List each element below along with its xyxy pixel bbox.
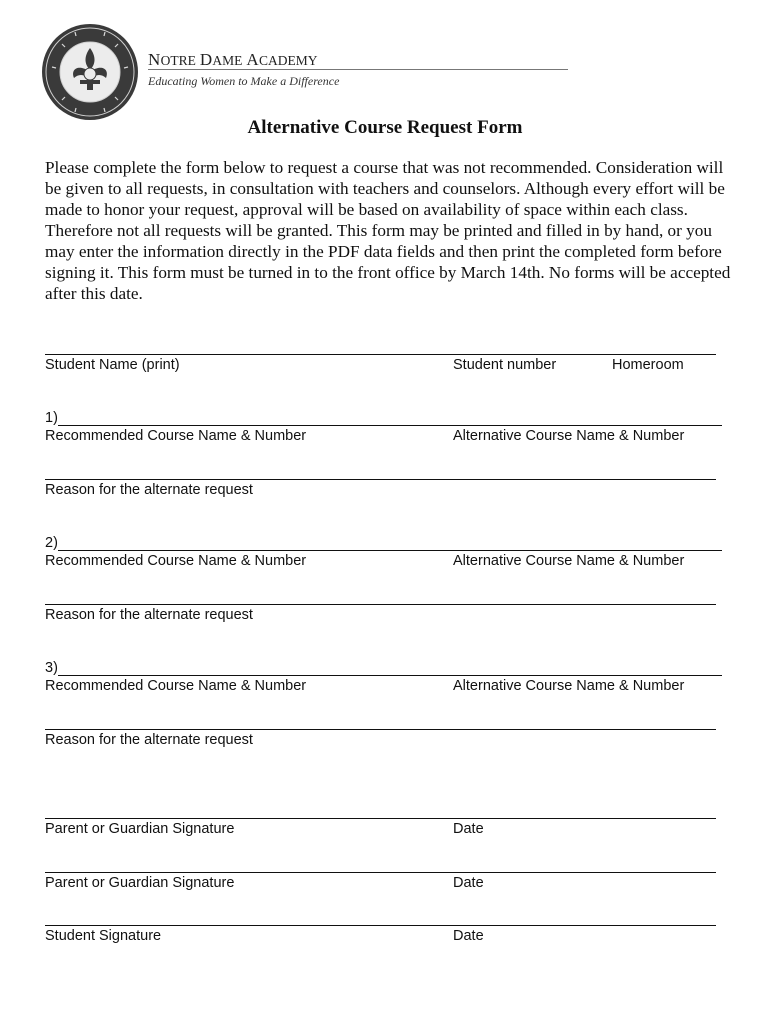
- recommended-course-label: Recommended Course Name & Number: [45, 428, 307, 444]
- alternative-course-label: Alternative Course Name & Number: [453, 678, 685, 694]
- date-label: Date: [453, 875, 484, 891]
- alternative-course-label: Alternative Course Name & Number: [453, 428, 685, 444]
- homeroom-label: Homeroom: [612, 357, 684, 373]
- request-3-course-line[interactable]: [58, 675, 722, 676]
- reason-label: Reason for the alternate request: [45, 607, 253, 623]
- school-name-n: N: [148, 50, 161, 69]
- date-label: Date: [453, 821, 484, 837]
- request-1-reason-line[interactable]: [45, 479, 716, 480]
- school-name-otre: OTRE: [160, 53, 196, 68]
- request-number: 3): [45, 660, 58, 676]
- signature-line-3[interactable]: [45, 925, 716, 926]
- request-2-reason-line[interactable]: [45, 604, 716, 605]
- date-label: Date: [453, 928, 484, 944]
- student-number-label: Student number: [453, 357, 557, 373]
- form-title: Alternative Course Request Form: [247, 117, 523, 138]
- request-number: 2): [45, 535, 58, 551]
- recommended-course-label: Recommended Course Name & Number: [45, 678, 307, 694]
- request-2-course-line[interactable]: [58, 550, 722, 551]
- school-name-cademy: CADEMY: [258, 53, 318, 68]
- student-name-label: Student Name (print): [45, 357, 180, 373]
- alternative-course-label: Alternative Course Name & Number: [453, 553, 685, 569]
- signature-line-1[interactable]: [45, 818, 716, 819]
- signature-line-2[interactable]: [45, 872, 716, 873]
- school-name-ame: AME: [212, 53, 243, 68]
- instructions-paragraph: Please complete the form below to request a course that was not recommended. Consideration will be given to all requests, in consultation with teachers and counselors. Although every effort will be made to honor your request, approval will be based on availability of space within each class. Therefore not all requests will be granted. This form may be printed and filled in by hand, or you may enter the information directly in the PDF data fields and then print the completed form before signing it. This form must be turned in to the front office by March 14th. No forms will be accepted after this date.: [45, 158, 731, 303]
- school-name-d: D: [199, 50, 213, 69]
- reason-label: Reason for the alternate request: [45, 482, 253, 498]
- request-3-reason-line[interactable]: [45, 729, 716, 730]
- signature-label: Student Signature: [45, 928, 162, 944]
- recommended-course-label: Recommended Course Name & Number: [45, 553, 307, 569]
- signature-label: Parent or Guardian Signature: [45, 875, 235, 891]
- student-info-line[interactable]: [45, 354, 716, 355]
- signature-label: Parent or Guardian Signature: [45, 821, 235, 837]
- school-name-a: A: [246, 50, 259, 69]
- reason-label: Reason for the alternate request: [45, 732, 253, 748]
- school-tagline: Educating Women to Make a Difference: [148, 74, 340, 88]
- school-seal-logo: [40, 22, 140, 122]
- request-number: 1): [45, 410, 58, 426]
- header-rule: [148, 69, 568, 70]
- request-1-course-line[interactable]: [58, 425, 722, 426]
- school-name: [148, 50, 318, 70]
